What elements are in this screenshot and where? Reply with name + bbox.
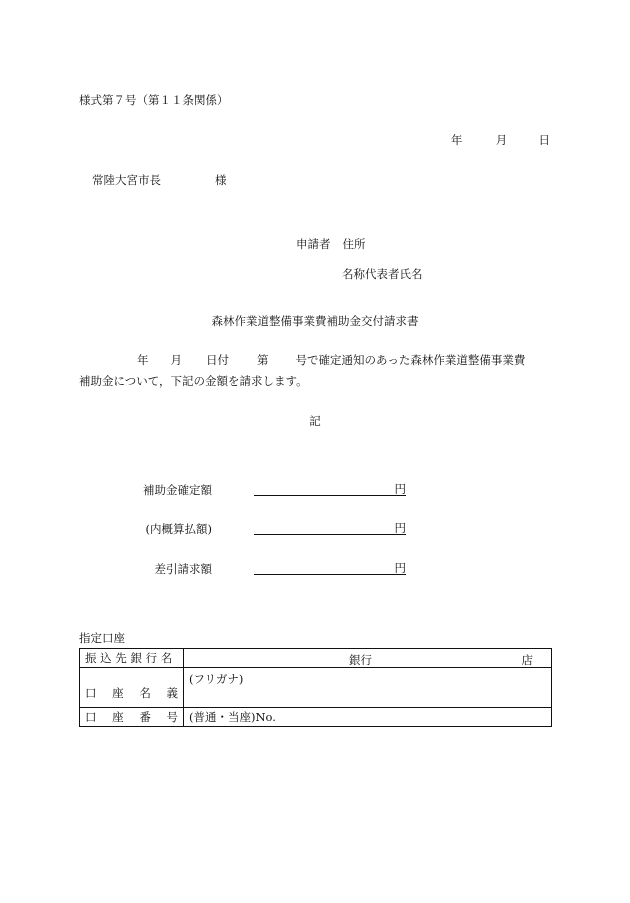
body-month: 月: [170, 353, 182, 367]
table-row: [80, 708, 552, 727]
amount-label-confirmed: 補助金確定額: [143, 483, 212, 497]
account-number-cell: (普通・当座)No.: [184, 708, 552, 727]
ki-heading: 記: [309, 414, 321, 428]
account-holder-label: 口 座 名 義: [80, 668, 184, 708]
account-number-label: 口 座 番 号: [80, 708, 184, 727]
body-text: [79, 350, 554, 392]
addressee-honorific: 様: [215, 173, 227, 187]
account-holder-cell: [184, 668, 552, 708]
body-line-2: 補助金について，下記の金額を請求します。: [79, 374, 308, 388]
amount-label-advance: (内概算払額): [145, 522, 212, 536]
designated-account-label: 指定口座: [79, 631, 125, 645]
body-line-1: [79, 350, 554, 371]
yen-unit: 円: [394, 561, 406, 575]
body-rest: 号で確定通知のあった森林作業道整備事業費: [295, 353, 526, 367]
date-line: [451, 132, 550, 148]
bank-suffix: 銀行: [349, 653, 372, 667]
date-year: 年: [450, 133, 463, 147]
amount-label-claim: 差引請求額: [154, 562, 212, 576]
table-row: [80, 668, 552, 708]
form-number: 様式第７号（第１１条関係）: [79, 93, 229, 107]
bank-name-cell: [184, 649, 552, 668]
body-day: 日付: [206, 353, 229, 367]
branch-suffix: 店: [521, 653, 533, 667]
applicant-address-label: 住所: [342, 237, 366, 251]
applicant-label: 申請者: [296, 237, 331, 251]
amount-field-advance: [254, 520, 406, 535]
addressee: [92, 172, 227, 188]
applicant-address-line: [296, 236, 366, 252]
addressee-name: 常陸大宮市長: [92, 173, 161, 187]
yen-unit: 円: [394, 482, 406, 496]
furigana-label: (フリガナ): [189, 671, 244, 686]
account-table: [79, 648, 552, 727]
yen-unit: 円: [394, 521, 406, 535]
body-year: 年: [137, 353, 149, 367]
document-title: 森林作業道整備事業費補助金交付請求書: [211, 314, 419, 328]
date-month: 月: [495, 133, 508, 147]
applicant-name-label: 名称代表者氏名: [342, 267, 423, 281]
amount-field-confirmed: [254, 481, 406, 496]
amount-field-claim: [254, 560, 406, 575]
date-day: 日: [538, 133, 550, 147]
table-row: [80, 649, 552, 668]
body-no: 第: [257, 353, 269, 367]
bank-name-label: 振 込 先 銀 行 名: [80, 649, 184, 668]
